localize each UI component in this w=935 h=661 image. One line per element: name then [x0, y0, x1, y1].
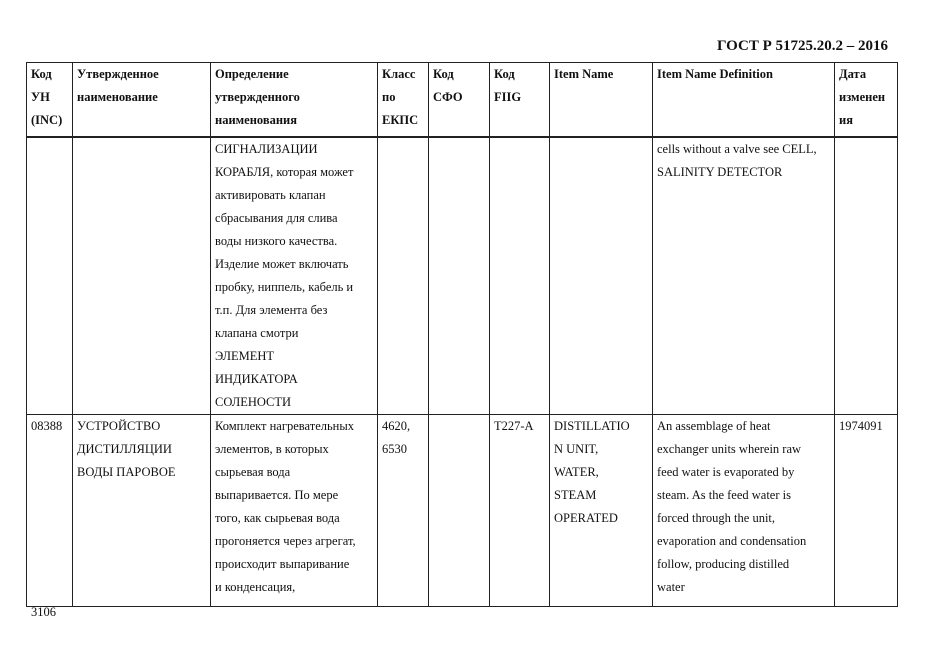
cell-fiig-code: [490, 137, 550, 415]
cell-approved-name: УСТРОЙСТВО ДИСТИЛЛЯЦИИ ВОДЫ ПАРОВОЕ: [73, 414, 211, 606]
cell-item-name: [550, 137, 653, 415]
cell-ekps-class: [378, 137, 429, 415]
col-header-definition: Определение утвержденного наименования: [211, 63, 378, 137]
cell-item-name-definition: cells without a valve see CELL, SALINITY DETECTOR: [653, 137, 835, 415]
cell-fiig-code: T227-A: [490, 414, 550, 606]
cell-item-name: DISTILLATIO N UNIT, WATER, STEAM OPERATED: [550, 414, 653, 606]
cell-change-date: 1974091: [835, 414, 898, 606]
cell-inc: [27, 137, 73, 415]
col-header-item-name: Item Name: [550, 63, 653, 137]
col-header-approved-name: Утвержденное наименование: [73, 63, 211, 137]
catalog-table: [26, 62, 898, 607]
table-header-row: [27, 63, 898, 137]
col-header-fiig-code: Код FIIG: [490, 63, 550, 137]
table-row: [27, 414, 898, 606]
cell-item-name-definition: An assemblage of heat exchanger units wherein raw feed water is evaporated by steam. As the feed water is forced through the unit, evaporation and condensation follow, producing distilled water: [653, 414, 835, 606]
cell-ekps-class: 4620, 6530: [378, 414, 429, 606]
cell-change-date: [835, 137, 898, 415]
col-header-sfo-code: Код СФО: [429, 63, 490, 137]
cell-approved-name: [73, 137, 211, 415]
document-code-header: ГОСТ Р 51725.20.2 – 2016: [716, 38, 888, 54]
col-header-ekps-class: Класс по ЕКПС: [378, 63, 429, 137]
cell-definition: СИГНАЛИЗАЦИИ КОРАБЛЯ, которая может активировать клапан сбрасывания для слива воды низкого качества. Изделие может включать пробку, ниппель, кабель и т.п. Для элемента без клапана смотри ЭЛЕМЕНТ ИНДИКАТОРА СОЛЕНОСТИ: [211, 137, 378, 415]
cell-sfo-code: [429, 414, 490, 606]
col-header-inc: Код УН (INC): [27, 63, 73, 137]
cell-inc: 08388: [27, 414, 73, 606]
page-number: 3106: [31, 605, 56, 619]
table-row: [27, 137, 898, 415]
col-header-change-date: Дата изменен ия: [835, 63, 898, 137]
cell-definition: Комплект нагревательных элементов, в которых сырьевая вода выпаривается. По мере того, как сырьевая вода прогоняется через агрегат, происходит выпаривание и конденсация,: [211, 414, 378, 606]
cell-sfo-code: [429, 137, 490, 415]
col-header-item-name-definition: Item Name Definition: [653, 63, 835, 137]
